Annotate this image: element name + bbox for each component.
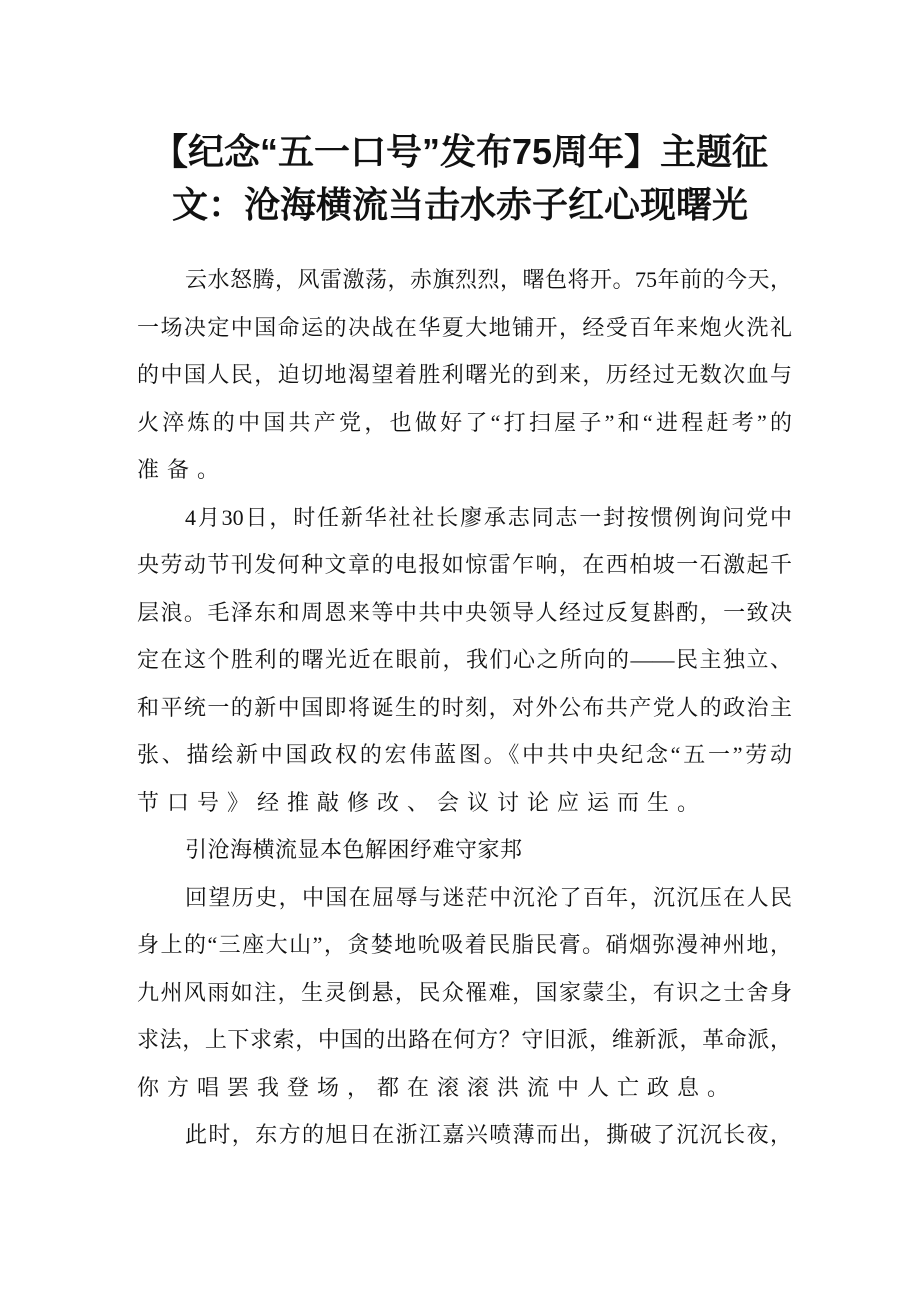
text-line: 准备。 bbox=[137, 457, 228, 482]
text-line: 回望历史，中国在屈辱与迷茫中沉沦了百年，沉沉压在人民 bbox=[185, 884, 792, 910]
text-line: 节口号》经推敲修改、会议讨论应运而生。 bbox=[137, 789, 708, 815]
text-line: 你方唱罢我登场，都在滚滚洪流中人亡政息。 bbox=[137, 1074, 738, 1100]
text-line: 定在这个胜利的曙光近在眼前，我们心之所向的——民主独立、 bbox=[137, 647, 792, 672]
text-line: 4月30日，时任新华社社长廖承志同志一封按惯例询问党中 bbox=[185, 504, 792, 530]
text-line: 身上的“三座大山”，贪婪地吮吸着民脂民膏。硝烟弥漫神州地， bbox=[137, 932, 792, 957]
paragraph-3 bbox=[137, 874, 792, 1112]
text-line: 火淬炼的中国共产党，也做好了“打扫屋子”和“进程赶考”的 bbox=[137, 409, 792, 435]
paragraph-2 bbox=[137, 494, 792, 827]
text-line: 九州风雨如注，生灵倒悬，民众罹难，国家蒙尘，有识之士舍身 bbox=[137, 979, 792, 1005]
text-line: 央劳动节刊发何种文章的电报如惊雷乍响，在西柏坡一石激起千 bbox=[137, 552, 792, 577]
text-line: 的中国人民，迫切地渴望着胜利曙光的到来，历经过无数次血与 bbox=[137, 362, 792, 387]
text-line: 云水怒腾，风雷激荡，赤旗烈烈，曙色将开。75年前的今天， bbox=[185, 267, 792, 292]
subheading-text: 引沧海横流显本色解困纾难守家邦 bbox=[185, 837, 523, 862]
section-subheading bbox=[137, 826, 792, 874]
document-body bbox=[137, 256, 792, 1159]
text-line: 层浪。毛泽东和周恩来等中共中央领导人经过反复斟酌，一致决 bbox=[137, 599, 792, 625]
text-line: 一场决定中国命运的决战在华夏大地铺开，经受百年来炮火洗礼 bbox=[137, 314, 792, 340]
title-line-1: 【纪念“五一口号”发布75周年】主题征 bbox=[151, 131, 769, 172]
document-title bbox=[100, 125, 820, 231]
text-line: 和平统一的新中国即将诞生的时刻，对外公布共产党人的政治主 bbox=[137, 694, 792, 720]
text-line: 此时，东方的旭日在浙江嘉兴喷薄而出，撕破了沉沉长夜， bbox=[185, 1122, 792, 1147]
paragraph-1 bbox=[137, 256, 792, 494]
text-line: 求法，上下求索，中国的出路在何方？守旧派，维新派，革命派， bbox=[137, 1027, 792, 1052]
text-line: 张、描绘新中国政权的宏伟蓝图。《中共中央纪念“五一”劳动 bbox=[137, 742, 792, 767]
title-line-2: 文：沧海横流当击水赤子红心现曙光 bbox=[171, 184, 748, 225]
paragraph-4 bbox=[137, 1111, 792, 1159]
